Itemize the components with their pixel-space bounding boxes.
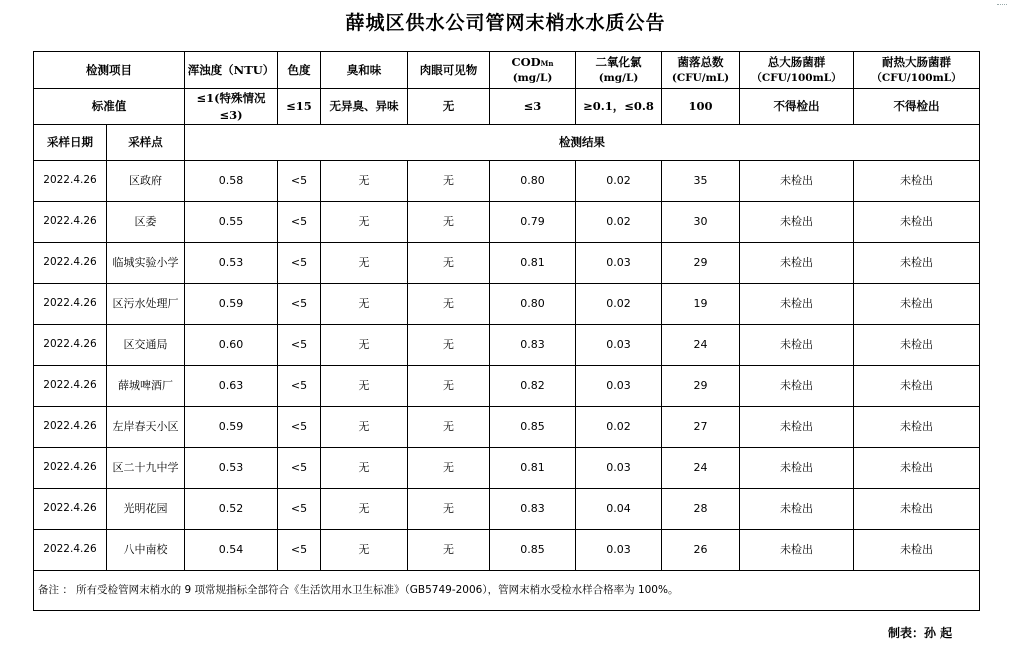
cell-cod: 0.85 — [490, 530, 576, 571]
standard-cod: ≤3 — [490, 89, 576, 125]
header-thermo — [854, 52, 980, 89]
cell-bacteria: 24 — [662, 448, 740, 489]
cell-turbidity: 0.52 — [185, 489, 278, 530]
cell-coliform: 未检出 — [740, 325, 854, 366]
standard-visible: 无 — [408, 89, 490, 125]
cell-odor: 无 — [321, 202, 408, 243]
cell-date: 2022.4.26 — [34, 325, 107, 366]
cell-bacteria: 35 — [662, 161, 740, 202]
cell-date: 2022.4.26 — [34, 448, 107, 489]
cell-date: 2022.4.26 — [34, 161, 107, 202]
cell-cod: 0.85 — [490, 407, 576, 448]
cell-chlorine: 0.03 — [576, 530, 662, 571]
cell-color: <5 — [278, 448, 321, 489]
standard-chlorine: ≥0.1，≤0.8 — [576, 89, 662, 125]
cell-cod: 0.83 — [490, 489, 576, 530]
cell-chlorine: 0.02 — [576, 407, 662, 448]
cell-coliform: 未检出 — [740, 448, 854, 489]
cell-cod: 0.83 — [490, 325, 576, 366]
cell-site: 临城实验小学 — [107, 243, 185, 284]
cell-chlorine: 0.03 — [576, 243, 662, 284]
cell-color: <5 — [278, 489, 321, 530]
cell-bacteria: 30 — [662, 202, 740, 243]
note-text: 备注 ： 所有受检管网末梢水的 9 项常规指标全部符合《生活饮用水卫生标准》（GB5749-2006），管网末梢水受检水样合格率为 100%。 — [34, 571, 980, 611]
header-coliform — [740, 52, 854, 89]
cell-chlorine: 0.03 — [576, 325, 662, 366]
cell-coliform: 未检出 — [740, 202, 854, 243]
cell-coliform: 未检出 — [740, 284, 854, 325]
cell-thermo: 未检出 — [854, 202, 980, 243]
cell-chlorine: 0.04 — [576, 489, 662, 530]
cell-coliform: 未检出 — [740, 407, 854, 448]
cell-coliform: 未检出 — [740, 243, 854, 284]
cell-thermo: 未检出 — [854, 448, 980, 489]
cell-site: 区政府 — [107, 161, 185, 202]
cell-date: 2022.4.26 — [34, 489, 107, 530]
cell-cod: 0.79 — [490, 202, 576, 243]
cell-site: 区二十九中学 — [107, 448, 185, 489]
footer-author: 制表：孙 起 — [888, 626, 953, 640]
header-coliform-label: 总大肠菌群 — [767, 55, 826, 70]
cell-odor: 无 — [321, 325, 408, 366]
corner-mark — [997, 4, 1007, 6]
cell-turbidity: 0.59 — [185, 407, 278, 448]
table-row — [34, 202, 980, 243]
header-turbidity: 浑浊度（NTU） — [185, 52, 278, 89]
cell-color: <5 — [278, 284, 321, 325]
subheader-results: 检测结果 — [185, 125, 980, 161]
cell-visible: 无 — [408, 202, 490, 243]
cell-bacteria: 28 — [662, 489, 740, 530]
header-cod-unit: (mg/L) — [512, 71, 553, 84]
standard-row — [34, 89, 980, 125]
cell-thermo: 未检出 — [854, 325, 980, 366]
cell-site: 光明花园 — [107, 489, 185, 530]
cell-cod: 0.80 — [490, 161, 576, 202]
table-row — [34, 407, 980, 448]
cell-date: 2022.4.26 — [34, 366, 107, 407]
header-coliform-unit: （CFU/100mL） — [751, 71, 842, 84]
page-title: 薛城区供水公司管网末梢水水质公告 — [345, 12, 666, 34]
cell-site: 区污水处理厂 — [107, 284, 185, 325]
cell-turbidity: 0.63 — [185, 366, 278, 407]
header-item: 检测项目 — [34, 52, 185, 89]
cell-visible: 无 — [408, 243, 490, 284]
subheader-site: 采样点 — [107, 125, 185, 161]
cell-odor: 无 — [321, 366, 408, 407]
header-cod-sub: Mn — [540, 59, 554, 69]
table-row — [34, 325, 980, 366]
cell-cod: 0.81 — [490, 448, 576, 489]
cell-cod: 0.81 — [490, 243, 576, 284]
cell-color: <5 — [278, 243, 321, 284]
cell-date: 2022.4.26 — [34, 407, 107, 448]
cell-turbidity: 0.55 — [185, 202, 278, 243]
cell-thermo: 未检出 — [854, 366, 980, 407]
cell-odor: 无 — [321, 489, 408, 530]
cell-visible: 无 — [408, 448, 490, 489]
table-row — [34, 489, 980, 530]
header-cod-main: COD — [511, 55, 541, 70]
cell-thermo: 未检出 — [854, 407, 980, 448]
cell-chlorine: 0.02 — [576, 284, 662, 325]
cell-color: <5 — [278, 407, 321, 448]
standard-color: ≤15 — [278, 89, 321, 125]
cell-bacteria: 29 — [662, 243, 740, 284]
subheader-date: 采样日期 — [34, 125, 107, 161]
cell-chlorine: 0.03 — [576, 366, 662, 407]
cell-thermo: 未检出 — [854, 243, 980, 284]
header-bacteria — [662, 52, 740, 89]
cell-turbidity: 0.60 — [185, 325, 278, 366]
cell-chlorine: 0.02 — [576, 202, 662, 243]
cell-site: 区委 — [107, 202, 185, 243]
header-bacteria-label: 菌落总数 — [677, 55, 724, 70]
table-row — [34, 366, 980, 407]
header-chlorine-label: 二氧化氯 — [595, 55, 642, 70]
cell-odor: 无 — [321, 284, 408, 325]
cell-date: 2022.4.26 — [34, 243, 107, 284]
table-row — [34, 448, 980, 489]
cell-bacteria: 19 — [662, 284, 740, 325]
cell-turbidity: 0.58 — [185, 161, 278, 202]
header-odor: 臭和味 — [321, 52, 408, 89]
cell-visible: 无 — [408, 284, 490, 325]
cell-cod: 0.82 — [490, 366, 576, 407]
cell-visible: 无 — [408, 325, 490, 366]
cell-site: 薛城啤酒厂 — [107, 366, 185, 407]
cell-chlorine: 0.03 — [576, 448, 662, 489]
cell-thermo: 未检出 — [854, 530, 980, 571]
standard-bacteria: 100 — [662, 89, 740, 125]
header-thermo-unit: （CFU/100mL） — [871, 71, 962, 84]
cell-odor: 无 — [321, 161, 408, 202]
subheader-row — [34, 125, 980, 161]
header-thermo-label: 耐热大肠菌群 — [882, 55, 951, 70]
header-row — [34, 52, 980, 89]
cell-thermo: 未检出 — [854, 284, 980, 325]
cell-chlorine: 0.02 — [576, 161, 662, 202]
cell-bacteria: 24 — [662, 325, 740, 366]
cell-site: 八中南校 — [107, 530, 185, 571]
cell-visible: 无 — [408, 161, 490, 202]
cell-cod: 0.80 — [490, 284, 576, 325]
cell-turbidity: 0.53 — [185, 243, 278, 284]
cell-thermo: 未检出 — [854, 161, 980, 202]
standard-thermo: 不得检出 — [854, 89, 980, 125]
cell-date: 2022.4.26 — [34, 530, 107, 571]
cell-color: <5 — [278, 530, 321, 571]
cell-visible: 无 — [408, 489, 490, 530]
cell-bacteria: 26 — [662, 530, 740, 571]
cell-visible: 无 — [408, 407, 490, 448]
table-row — [34, 161, 980, 202]
cell-date: 2022.4.26 — [34, 284, 107, 325]
cell-turbidity: 0.53 — [185, 448, 278, 489]
cell-site: 区交通局 — [107, 325, 185, 366]
cell-color: <5 — [278, 366, 321, 407]
header-cod — [490, 52, 576, 89]
cell-color: <5 — [278, 325, 321, 366]
header-chlorine — [576, 52, 662, 89]
cell-visible: 无 — [408, 530, 490, 571]
cell-odor: 无 — [321, 530, 408, 571]
cell-turbidity: 0.54 — [185, 530, 278, 571]
cell-odor: 无 — [321, 448, 408, 489]
cell-coliform: 未检出 — [740, 530, 854, 571]
water-quality-table — [33, 51, 980, 611]
cell-date: 2022.4.26 — [34, 202, 107, 243]
cell-color: <5 — [278, 161, 321, 202]
standard-turbidity: ≤1(特殊情况≤3) — [185, 89, 278, 125]
header-chlorine-unit: (mg/L) — [598, 71, 639, 84]
cell-odor: 无 — [321, 243, 408, 284]
header-color: 色度 — [278, 52, 321, 89]
table-row — [34, 243, 980, 284]
standard-label: 标准值 — [34, 89, 185, 125]
cell-coliform: 未检出 — [740, 161, 854, 202]
cell-coliform: 未检出 — [740, 489, 854, 530]
header-visible: 肉眼可见物 — [408, 52, 490, 89]
cell-site: 左岸春天小区 — [107, 407, 185, 448]
cell-thermo: 未检出 — [854, 489, 980, 530]
cell-bacteria: 29 — [662, 366, 740, 407]
cell-bacteria: 27 — [662, 407, 740, 448]
cell-odor: 无 — [321, 407, 408, 448]
standard-coliform: 不得检出 — [740, 89, 854, 125]
header-bacteria-unit: (CFU/mL) — [671, 71, 730, 84]
cell-coliform: 未检出 — [740, 366, 854, 407]
cell-color: <5 — [278, 202, 321, 243]
cell-turbidity: 0.59 — [185, 284, 278, 325]
cell-visible: 无 — [408, 366, 490, 407]
note-row — [34, 571, 980, 611]
standard-odor: 无异臭、异味 — [321, 89, 408, 125]
table-row — [34, 530, 980, 571]
table-row — [34, 284, 980, 325]
